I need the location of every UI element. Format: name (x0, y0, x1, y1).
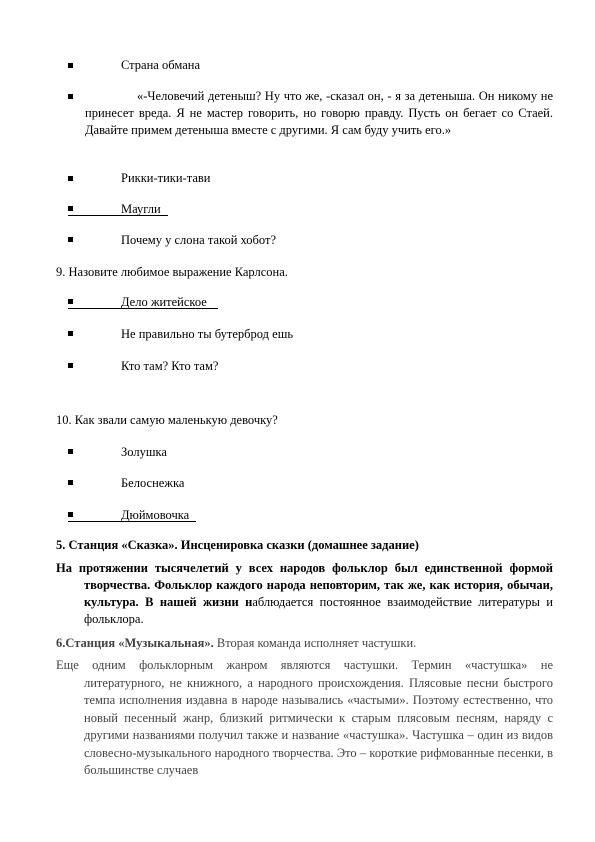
bullet-icon (68, 331, 73, 336)
station-5-text-bold: На протяжении тысячелетий у всех народов фольклор был единственной формой творчества. Фольклор каждого народа неповторим, так же, как история, обычаи, культура. В нашей жизни н (56, 561, 553, 609)
answer-option: Белоснежка (121, 476, 185, 490)
answer-option-correct: Маугли (121, 202, 161, 216)
bullet-icon (68, 94, 73, 99)
answer-option: Кто там? Кто там? (121, 359, 219, 373)
answer-option: Страна обмана (121, 58, 201, 72)
answer-option: Рикки-тики-тави (121, 171, 211, 185)
question-9: 9. Назовите любимое выражение Карлсона. (56, 265, 288, 279)
station-5-heading: 5. Станция «Сказка». Инсценировка сказки (домашнее задание) (56, 538, 419, 552)
bullet-icon (68, 176, 73, 181)
bullet-icon (68, 299, 73, 304)
station-5-text: аблюдается постоянное взаимодействие литературы и фольклора. (84, 595, 553, 626)
bullet-icon (68, 237, 73, 242)
bullet-icon (68, 449, 73, 454)
answer-option-quote: «-Человечий детеныш? Ну что же, -сказал он, - я за детеныша. Он никому не принесет вреда. Я не мастер говорить, но говорю правду. Пусть он бегает со Стаей. Давайте примем детеныша вместе с другими. Я сам буду учить его.» (85, 89, 553, 137)
bullet-icon (68, 512, 73, 517)
bullet-icon (68, 480, 73, 485)
bullet-icon (68, 206, 73, 211)
answer-option: Почему у слона такой хобот? (121, 233, 276, 247)
answer-option: Не правильно ты бутерброд ешь (121, 327, 294, 341)
station-6-subtitle: Вторая команда исполняет частушки. (213, 636, 417, 650)
station-5-paragraph (56, 560, 553, 628)
station-6-paragraph: Еще одним фольклорным жанром являются частушки. Термин «частушка» не литературного, не книжного, а народного происхождения. Плясовые песни быстрого темпа исполнения издавна в народе назывались «частыми». Поэтому естественно, что новый песенный жанр, близкий ритмически к старым плясовым песням, наряду с другими названиями получил также и название «частушка». Частушка – один из видов словесно-музыкального народного творчества. Это – короткие рифмованные песенки, в большинстве случаев (56, 658, 553, 777)
question-10: 10. Как звали самую маленькую девочку? (56, 413, 278, 427)
answer-option-correct: Дюймовочка (121, 508, 190, 522)
answer-option-correct: Дело житейское (121, 295, 207, 309)
bullet-icon (68, 363, 73, 368)
bullet-icon (68, 63, 73, 68)
answer-option: Золушка (121, 445, 167, 459)
station-6-title: 6.Станция «Музыкальная». (56, 636, 214, 650)
station-6-heading (56, 636, 416, 651)
